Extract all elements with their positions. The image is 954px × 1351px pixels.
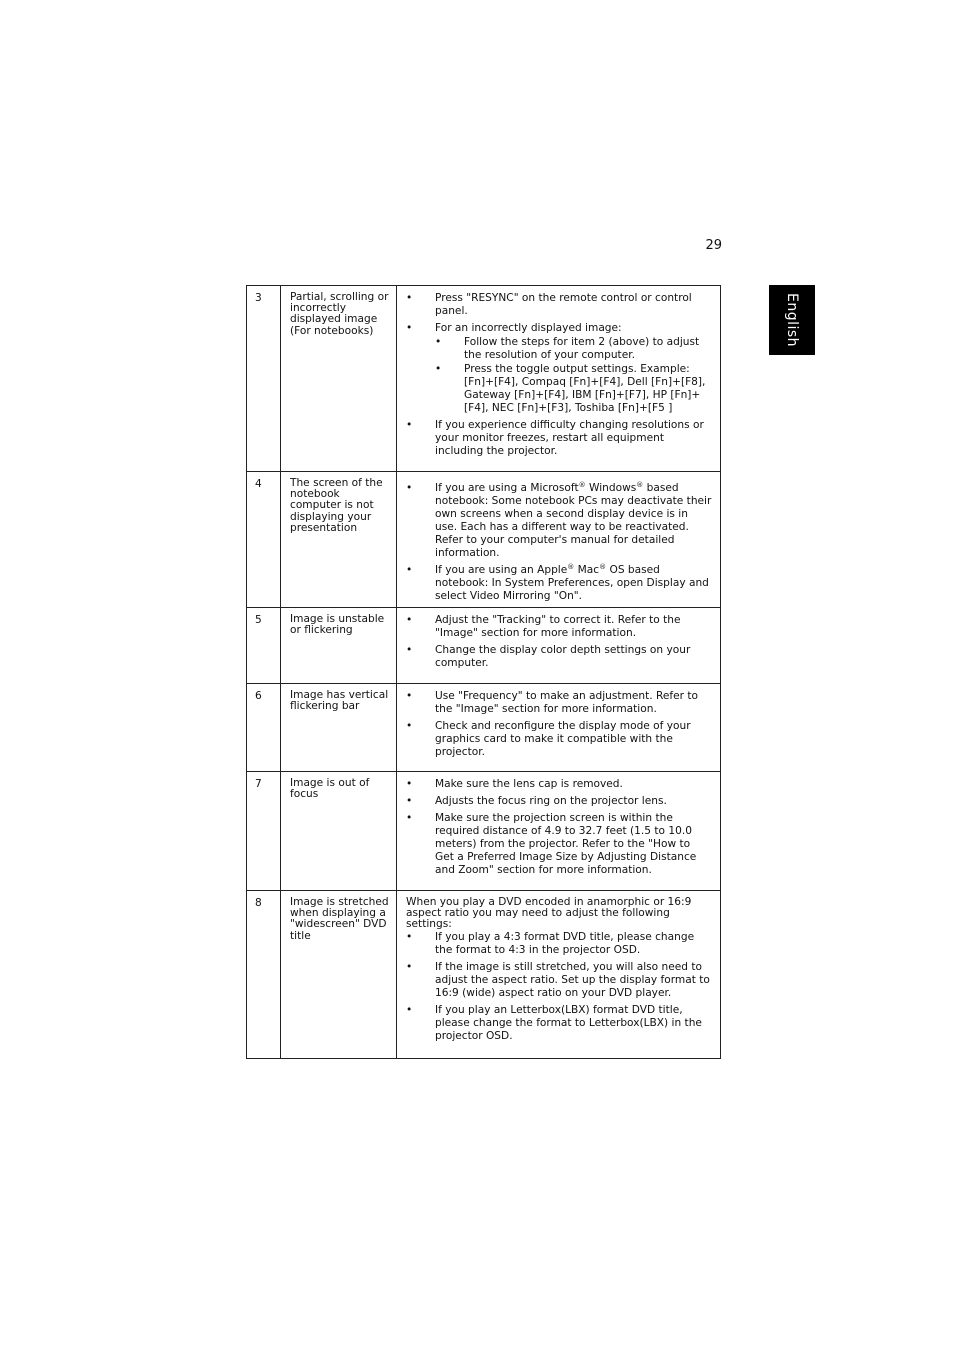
solution-item: [406, 482, 712, 560]
table-row: [247, 472, 721, 608]
problem-cell: Partial, scrolling or incorrectly displayed image (For notebooks): [281, 286, 397, 472]
table-row: [247, 684, 721, 772]
table-row: [247, 286, 721, 472]
solution-item: • Use "Frequency" to make an adjustment. Refer to the "Image" section for more information.: [406, 690, 712, 716]
sub-item: • Follow the steps for item 2 (above) to adjust the resolution of your computer.: [435, 336, 712, 362]
table-row: [247, 891, 721, 1059]
row-number: 3: [247, 286, 281, 472]
solution-cell: [397, 608, 721, 684]
registered-mark: ®: [636, 481, 644, 489]
table-row: [247, 772, 721, 891]
problem-cell: Image is out of focus: [281, 772, 397, 891]
solution-text: If you are using an Apple: [435, 564, 568, 576]
problem-cell: The screen of the notebook computer is not displaying your presentation: [281, 472, 397, 608]
solution-item: • Make sure the projection screen is within the required distance of 4.9 to 32.7 feet (1.5 to 10.0 meters) from the projector. Refer to the "How to Get a Preferred Image Size by Adjusting Distance and Zoom" section for more information.: [406, 812, 712, 877]
row-number: 5: [247, 608, 281, 684]
solution-item: • Change the display color depth settings on your computer.: [406, 644, 712, 670]
solution-list: [406, 482, 712, 603]
solution-item: [406, 564, 712, 603]
solution-item: • Check and reconfigure the display mode of your graphics card to make it compatible with the projector.: [406, 720, 712, 759]
row-number: 4: [247, 472, 281, 608]
registered-mark: ®: [567, 563, 575, 571]
problem-cell: Image is unstable or flickering: [281, 608, 397, 684]
row-number: 7: [247, 772, 281, 891]
solution-cell: [397, 891, 721, 1059]
solution-item: • Adjusts the focus ring on the projector lens.: [406, 795, 712, 808]
solution-list: [406, 690, 712, 759]
row-number: 6: [247, 684, 281, 772]
troubleshooting-table: [246, 285, 721, 1059]
solution-list: [406, 931, 712, 1043]
solution-text: OS based notebook: In System Preferences, open Display and select Video Mirroring "On".: [435, 564, 709, 602]
solution-text: If you are using a Microsoft: [435, 482, 579, 494]
solution-item: • If you experience difficulty changing resolutions or your monitor freezes, restart all equipment including the projector.: [406, 419, 712, 458]
solution-list: [406, 778, 712, 877]
solution-item: • Press "RESYNC" on the remote control or control panel.: [406, 292, 712, 318]
solution-text: Windows: [585, 482, 637, 494]
table-row: [247, 608, 721, 684]
solution-list: [406, 292, 712, 458]
solution-cell: [397, 286, 721, 472]
sub-list: [435, 336, 712, 415]
solution-item: • If the image is still stretched, you will also need to adjust the aspect ratio. Set up the display format to 16:9 (wide) aspect ratio on your DVD player.: [406, 961, 712, 1000]
solution-item-text: For an incorrectly displayed image:: [435, 322, 622, 334]
registered-mark: ®: [578, 481, 586, 489]
solution-item: • If you play an Letterbox(LBX) format DVD title, please change the format to Letterbox(LBX) in the projector OSD.: [406, 1004, 712, 1043]
solution-cell: [397, 772, 721, 891]
registered-mark: ®: [599, 563, 607, 571]
solution-item: • If you play a 4:3 format DVD title, please change the format to 4:3 in the projector OSD.: [406, 931, 712, 957]
solution-text: Mac: [574, 564, 600, 576]
solution-item: [406, 322, 712, 415]
page-number: 29: [705, 238, 722, 253]
solution-intro: When you play a DVD encoded in anamorphic or 16:9 aspect ratio you may need to adjust the following settings:: [406, 896, 692, 930]
sub-item: • Press the toggle output settings. Example: [Fn]+[F4], Compaq [Fn]+[F4], Dell [Fn]+[F8], Gateway [Fn]+[F4], IBM [Fn]+[F7], HP [Fn]+[F4], NEC [Fn]+[F3], Toshiba [Fn]+[F5 ]: [435, 363, 712, 415]
solution-text: based notebook: Some notebook PCs may deactivate their own screens when a second display device is in use. Each has a different way to be reactivated. Refer to your computer's manual for detailed information.: [435, 482, 712, 559]
language-label: English: [784, 292, 800, 348]
solution-cell: [397, 472, 721, 608]
solution-cell: [397, 684, 721, 772]
row-number: 8: [247, 891, 281, 1059]
solution-item: • Adjust the "Tracking" to correct it. Refer to the "Image" section for more information.: [406, 614, 712, 640]
language-side-tab: [769, 285, 815, 355]
problem-cell: Image is stretched when displaying a "widescreen" DVD title: [281, 891, 397, 1059]
solution-list: [406, 614, 712, 670]
problem-cell: Image has vertical flickering bar: [281, 684, 397, 772]
solution-item: • Make sure the lens cap is removed.: [406, 778, 712, 791]
